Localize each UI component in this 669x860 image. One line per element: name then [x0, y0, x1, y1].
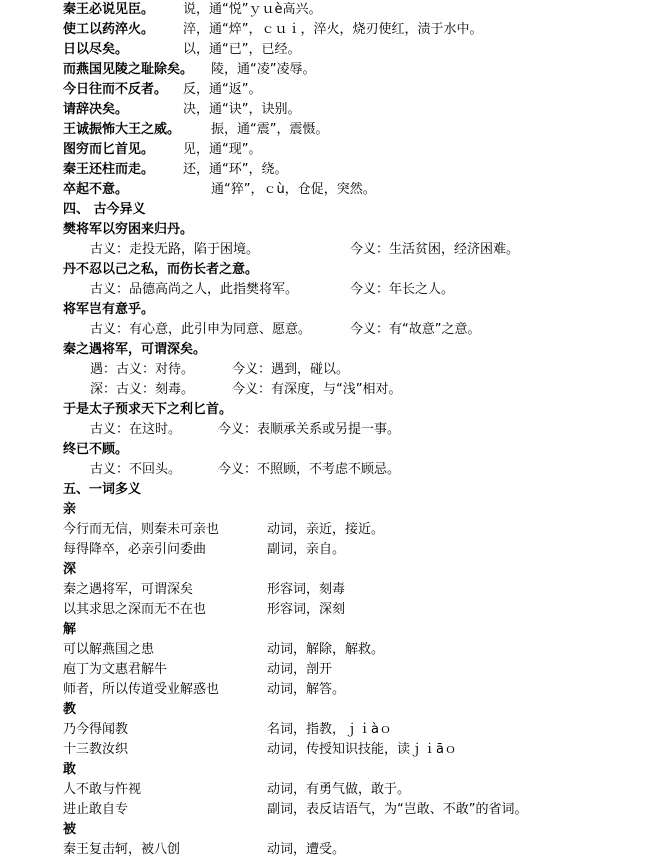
example-sentence: 终已不顾。: [63, 442, 129, 457]
modern-meaning: 今义：年长之人。: [350, 282, 455, 297]
usage-sentence: 师者，所以传道受业解惑也: [63, 682, 220, 697]
ancient-meaning: 深：古义：刻毒。: [90, 382, 195, 397]
usage-meaning: 动词，解答。: [267, 682, 346, 697]
tongjia-note: 决，通“诀”，诀别。: [183, 102, 301, 117]
tongjia-note: 以，通“已”，已经。: [183, 42, 301, 57]
usage-meaning: 动词，遭受。: [267, 842, 346, 857]
example-sentence: 樊将军以穷困来归丹。: [63, 222, 194, 237]
tongjia-note: 淬，通“焠”，ｃｕｉ，淬火，烧刃使红，渍于水中。: [183, 22, 483, 37]
modern-meaning: 今义：有“故意”之意。: [350, 322, 481, 337]
tongjia-term: 日以尽矣。: [63, 42, 129, 57]
tongjia-note: 见，通“现”。: [183, 142, 262, 157]
tongjia-term: 使工以药淬火。: [63, 22, 155, 37]
example-sentence: 丹不忍以己之私，而伤长者之意。: [63, 262, 259, 277]
modern-meaning: 今义：不照顾，不考虑不顾忌。: [218, 462, 401, 477]
section-heading: 五、一词多义: [63, 482, 142, 497]
tongjia-note: 陵，通“凌”凌辱。: [211, 62, 316, 77]
example-sentence: 于是太子预求天下之利匕首。: [63, 402, 233, 417]
polysemy-word: 深: [63, 562, 77, 577]
usage-meaning: 形容词，深刻: [267, 602, 346, 617]
example-sentence: 将军岂有意乎。: [63, 302, 155, 317]
modern-meaning: 今义：生活贫困，经济困难。: [350, 242, 520, 257]
tongjia-term: 请辞决矣。: [63, 102, 129, 117]
usage-sentence: 乃今得闻教: [63, 722, 129, 737]
ancient-meaning: 古义：在这时。: [90, 422, 182, 437]
tongjia-term: 秦王还柱而走。: [63, 162, 155, 177]
usage-meaning: 动词，有勇气做，敢于。: [267, 782, 411, 797]
tongjia-term: 图穷而匕首见。: [63, 142, 155, 157]
tongjia-note: 还，通“环”，绕。: [183, 162, 288, 177]
modern-meaning: 今义：有深度，与“浅”相对。: [232, 382, 402, 397]
tongjia-note: 振，通“震”，震慑。: [211, 122, 329, 137]
tongjia-term: 秦王必说见臣。: [63, 2, 155, 17]
usage-meaning: 动词，解除，解救。: [267, 642, 385, 657]
usage-sentence: 进止敢自专: [63, 802, 129, 817]
tongjia-note: 反，通“返”。: [183, 82, 262, 97]
modern-meaning: 今义：遇到，碰以。: [232, 362, 350, 377]
usage-sentence: 庖丁为文惠君解牛: [63, 662, 168, 677]
usage-meaning: 副词，表反诘语气，为“岂敢、不敢”的省词。: [267, 802, 528, 817]
usage-sentence: 今行而无信，则秦未可亲也: [63, 522, 220, 537]
usage-meaning: 副词，亲自。: [267, 542, 346, 557]
polysemy-word: 亲: [63, 502, 77, 517]
usage-sentence: 十三教汝织: [63, 742, 129, 757]
example-sentence: 秦之遇将军，可谓深矣。: [63, 342, 207, 357]
polysemy-word: 被: [63, 822, 77, 837]
tongjia-term: 王诚振怖大王之威。: [63, 122, 181, 137]
usage-meaning: 动词，剖开: [267, 662, 333, 677]
usage-sentence: 每得降卒，必亲引问委曲: [63, 542, 207, 557]
tongjia-term: 今日往而不反者。: [63, 82, 168, 97]
usage-sentence: 秦之遇将军，可谓深矣: [63, 582, 194, 597]
tongjia-term: 卒起不意。: [63, 182, 129, 197]
usage-meaning: 形容词，刻毒: [267, 582, 346, 597]
usage-sentence: 可以解燕国之患: [63, 642, 155, 657]
tongjia-note: 通“猝”，ｃù，仓促，突然。: [211, 182, 376, 197]
ancient-meaning: 遇：古义：对待。: [90, 362, 195, 377]
ancient-meaning: 古义：不回头。: [90, 462, 182, 477]
tongjia-note: 说，通“悦”ｙｕè高兴。: [183, 2, 322, 17]
section-heading: 四、 古今异义: [63, 202, 146, 217]
polysemy-word: 教: [63, 702, 77, 717]
usage-meaning: 动词，传授知识技能，读ｊｉāｏ: [267, 742, 457, 757]
ancient-meaning: 古义：有心意，此引申为同意、愿意。: [90, 322, 312, 337]
polysemy-word: 解: [63, 622, 77, 637]
usage-sentence: 以其求思之深而无不在也: [63, 602, 207, 617]
ancient-meaning: 古义：走投无路，陷于困境。: [90, 242, 260, 257]
tongjia-term: 而燕国见陵之耻除矣。: [63, 62, 194, 77]
usage-sentence: 人不敢与忤视: [63, 782, 142, 797]
usage-meaning: 动词，亲近，接近。: [267, 522, 385, 537]
modern-meaning: 今义：表顺承关系或另提一事。: [218, 422, 401, 437]
usage-meaning: 名词，指教，ｊｉàｏ: [267, 722, 392, 737]
ancient-meaning: 古义：品德高尚之人，此指樊将军。: [90, 282, 299, 297]
polysemy-word: 敢: [63, 762, 77, 777]
usage-sentence: 秦王复击轲，被八创: [63, 842, 181, 857]
